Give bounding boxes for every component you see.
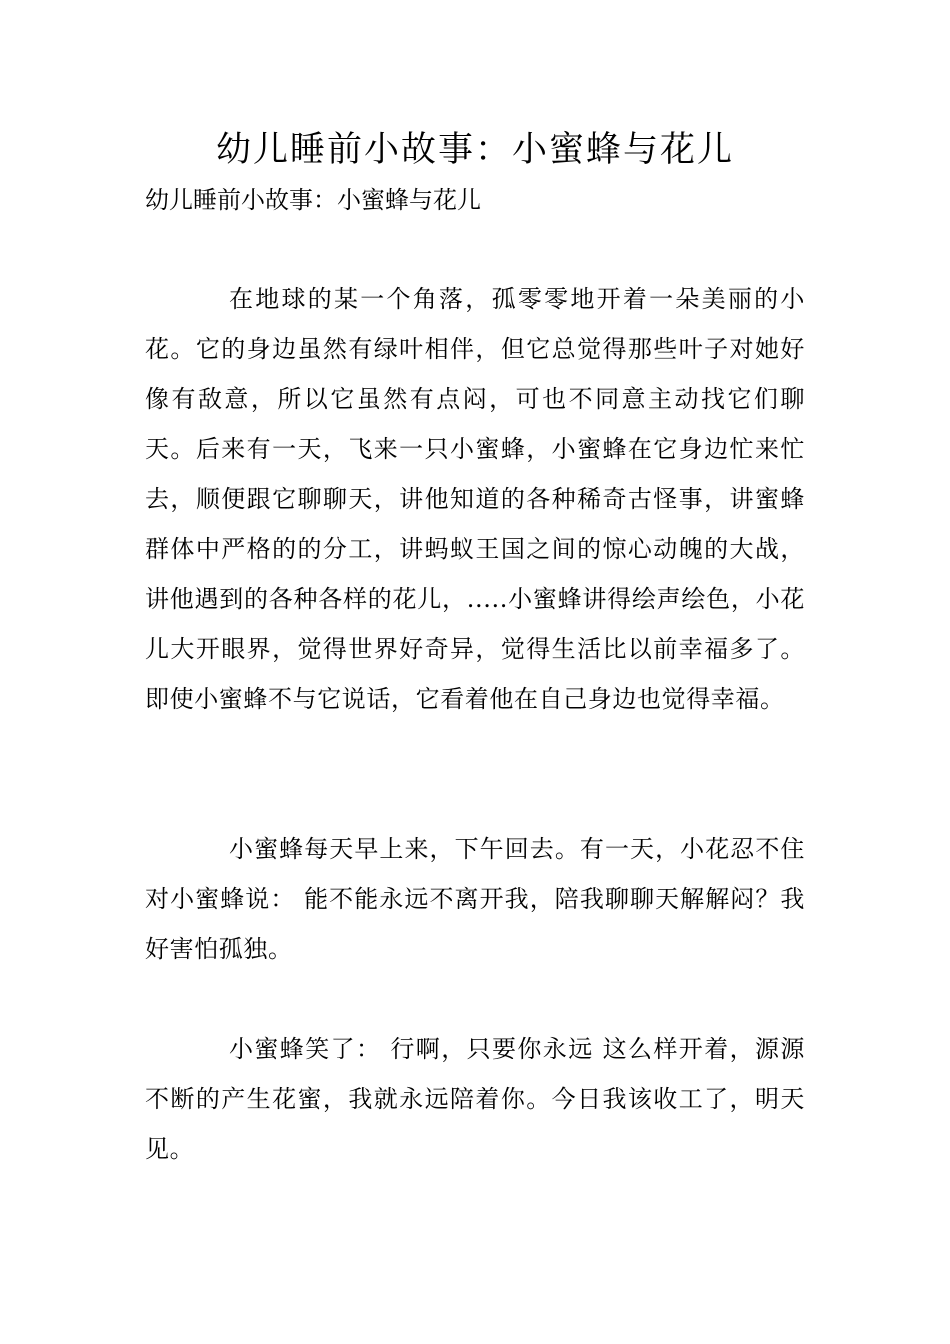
document-subtitle: 幼儿睡前小故事：小蜜蜂与花儿 [145,186,481,214]
story-paragraph: 小蜜蜂笑了： 行啊，只要你永远 这么样开着，源源不断的产生花蜜，我就永远陪着你。今日我该收工了，明天见。 [145,1035,805,1163]
story-paragraph: 在地球的某一个角落，孤零零地开着一朵美丽的小花。它的身边虽然有绿叶相伴，但它总觉得那些叶子对她好像有敌意，所以它虽然有点闷，可也不同意主动找它们聊天。后来有一天，飞来一只小蜜蜂，小蜜蜂在它身边忙来忙去，顺便跟它聊聊天，讲他知道的各种稀奇古怪事，讲蜜蜂群体中严格的的分工，讲蚂蚁王国之间的惊心动魄的大战，讲他遇到的各种各样的花儿，.....小蜜蜂讲得绘声绘色，小花儿大开眼界，觉得世界好奇异，觉得生活比以前幸福多了。即使小蜜蜂不与它说话，它看着他在自己身边也觉得幸福。 [145,285,805,713]
story-paragraph: 小蜜蜂每天早上来，下午回去。有一天，小花忍不住对小蜜蜂说： 能不能永远不离开我，陪我聊聊天解解闷？我好害怕孤独。 [145,835,805,963]
document-title: 幼儿睡前小故事：小蜜蜂与花儿 [215,130,734,170]
